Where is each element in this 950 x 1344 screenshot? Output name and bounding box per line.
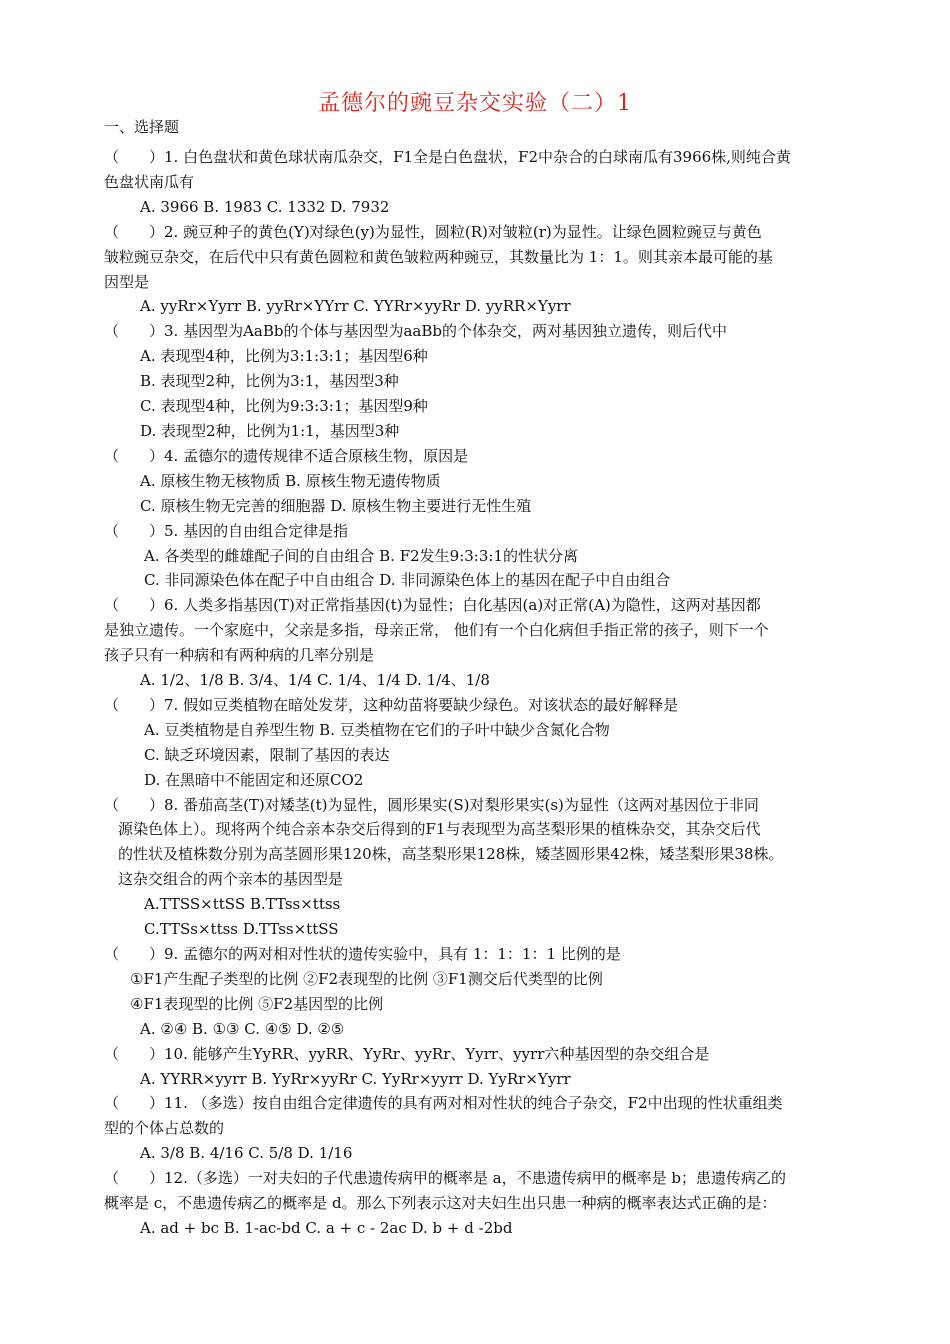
q3-stem: （ ）3. 基因型为AaBb的个体与基因型为aaBb的个体杂交，两对基因独立遗传，则后代中 (104, 322, 727, 341)
q12-stem-line-2: 概率是 c，不患遗传病乙的概率是 d。那么下列表示这对夫妇生出只患一种病的概率表达式正确的是： (104, 1194, 777, 1213)
q1-stem-line-2: 色盘状南瓜有 (104, 172, 195, 191)
q10-options: A. YYRR×yyrr B. YyRr×yyRr C. YyRr×yyrr D. YyRr×Yyrr (140, 1069, 571, 1088)
q2-stem-line-3: 因型是 (104, 272, 150, 291)
q8-stem-line-3: 的性状及植株数分别为高茎圆形果120株，高茎梨形果128株，矮茎圆形果42株，矮茎梨形果38株。 (118, 845, 784, 864)
q8-stem-line-1: （ ）8. 番茄高茎(T)对矮茎(t)为显性，圆形果实(S)对梨形果实(s)为显性（这两对基因位于非同 (104, 795, 759, 814)
q5-options-cd: C. 非同源染色体在配子中自由组合 D. 非同源染色体上的基因在配子中自由组合 (144, 571, 671, 590)
q6-stem-line-3: 孩子只有一种病和有两种病的几率分别是 (104, 646, 375, 665)
q8-options-ab: A.TTSS×ttSS B.TTss×ttss (144, 895, 341, 914)
q4-options-ab: A. 原核生物无核物质 B. 原核生物无遗传物质 (140, 471, 441, 490)
q9-items-line-2: ④F1表现型的比例 ⑤F2基因型的比例 (130, 994, 384, 1013)
q11-stem-line-2: 型的个体占总数的 (104, 1119, 225, 1138)
q2-options: A. yyRr×Yyrr B. yyRr×YYrr C. YYRr×yyRr D. yyRR×Yyrr (140, 297, 571, 316)
q6-stem-line-1: （ ）6. 人类多指基因(T)对正常指基因(t)为显性；白化基因(a)对正常(A)为隐性，这两对基因都 (104, 596, 761, 615)
q3-option-a: A. 表现型4种，比例为3:1:3:1；基因型6种 (140, 347, 428, 366)
q7-option-c: C. 缺乏环境因素，限制了基因的表达 (144, 745, 390, 764)
q3-option-d: D. 表现型2种，比例为1:1，基因型3种 (140, 421, 400, 440)
q4-options-cd: C. 原核生物无完善的细胞器 D. 原核生物主要进行无性生殖 (140, 496, 532, 515)
q9-options: A. ②④ B. ①③ C. ④⑤ D. ②⑤ (140, 1019, 345, 1038)
q10-stem: （ ）10. 能够产生YyRR、yyRR、YyRr、yyRr、Yyrr、yyrr六种基因型的杂交组合是 (104, 1044, 710, 1063)
question-list (104, 145, 864, 1241)
q12-stem-line-1: （ ）12.（多选）一对夫妇的子代患遗传病甲的概率是 a，不患遗传病甲的概率是 b；患遗传病乙的 (104, 1169, 786, 1188)
q8-stem-line-4: 这杂交组合的两个亲本的基因型是 (118, 870, 344, 889)
q1-stem-line-1: （ ）1. 白色盘状和黄色球状南瓜杂交，F1全是白色盘状，F2中杂合的白球南瓜有3966株,则纯合黄 (104, 148, 791, 166)
q3-option-b: B. 表现型2种，比例为3:1，基因型3种 (140, 372, 399, 391)
q2-stem-line-2: 皱粒豌豆杂交，在后代中只有黄色圆粒和黄色皱粒两种豌豆，其数量比为 1：1。则其亲本最可能的基 (104, 247, 773, 266)
q7-stem: （ ）7. 假如豆类植物在暗处发芽，这种幼苗将要缺少绿色。对该状态的最好解释是 (104, 695, 679, 714)
q12-options: A. ad + bc B. 1-ac-bd C. a + c - 2ac D. b + d -2bd (140, 1218, 513, 1237)
q9-stem: （ ）9. 孟德尔的两对相对性状的遗传实验中，具有 1：1：1：1 比例的是 (104, 945, 621, 963)
q8-options-cd: C.TTSs×ttss D.TTss×ttSS (144, 920, 339, 939)
q11-options: A. 3/8 B. 4/16 C. 5/8 D. 1/16 (140, 1144, 353, 1163)
q2-stem-line-1: （ ）2. 豌豆种子的黄色(Y)对绿色(y)为显性，圆粒(R)对皱粒(r)为显性。让绿色圆粒豌豆与黄色 (104, 222, 762, 241)
q5-stem: （ ）5. 基因的自由组合定律是指 (104, 521, 349, 540)
q7-options-ab: A. 豆类植物是自养型生物 B. 豆类植物在它们的子叶中缺少含氮化合物 (144, 720, 610, 739)
q4-stem: （ ）4. 孟德尔的遗传规律不适合原核生物，原因是 (104, 446, 469, 465)
q8-stem-line-2: 源染色体上）。现将两个纯合亲本杂交后得到的F1与表现型为高茎梨形果的植株杂交，其杂交后代 (118, 820, 761, 839)
q6-stem-line-2: 是独立遗传。一个家庭中，父亲是多指，母亲正常， 他们有一个白化病但手指正常的孩子，则下一个 (104, 621, 769, 640)
page-title: 孟德尔的豌豆杂交实验（二）1 (318, 91, 632, 116)
q11-stem-line-1: （ ）11. （多选）按自由组合定律遗传的具有两对相对性状的纯合子杂交，F2中出现的性状重组类 (104, 1094, 783, 1113)
q6-options: A. 1/2、1/8 B. 3/4、1/4 C. 1/4、1/4 D. 1/4、1/8 (140, 671, 490, 690)
q9-items-line-1: ①F1产生配子类型的比例 ②F2表现型的比例 ③F1测交后代类型的比例 (130, 969, 603, 988)
q3-option-c: C. 表现型4种，比例为9:3:3:1；基因型9种 (140, 397, 428, 416)
q1-options: A. 3966 B. 1983 C. 1332 D. 7932 (140, 197, 390, 216)
section-heading: 一、选择题 (104, 118, 180, 136)
q5-options-ab: A. 各类型的雌雄配子间的自由组合 B. F2发生9:3:3:1的性状分离 (144, 546, 578, 565)
q7-option-d: D. 在黑暗中不能固定和还原CO2 (144, 770, 364, 789)
